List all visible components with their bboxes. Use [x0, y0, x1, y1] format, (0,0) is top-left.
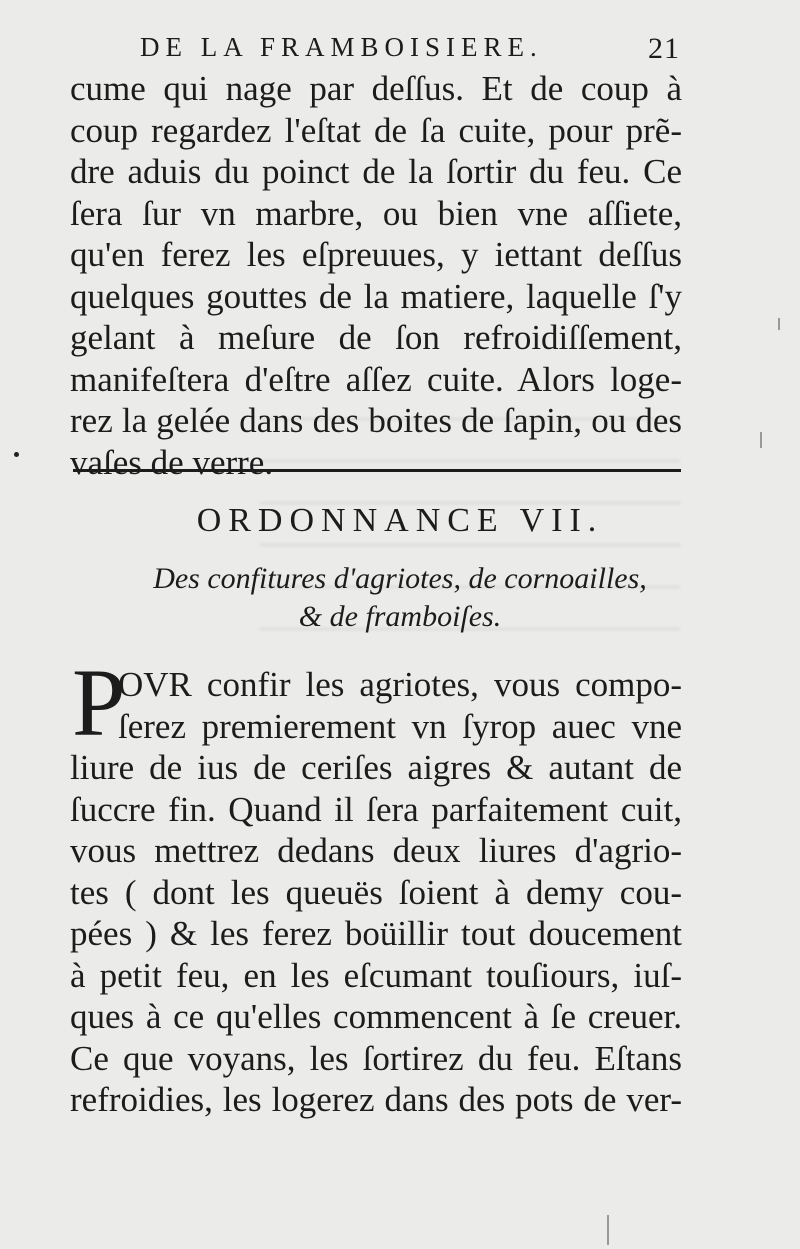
text-line: à petit feu, en les eſcumant touſiours, iuſ- — [70, 955, 682, 995]
text-line: refroidies, les logerez dans des pots de ver- — [70, 1080, 682, 1119]
text-line: ſera ſur vn marbre, ou bien vne aſſiete, — [70, 193, 682, 233]
text-line: pées ) & les ferez boüillir tout doucement — [70, 914, 682, 953]
text-line: coup regardez l'eſtat de ſa cuite, pour prẽ- — [70, 110, 682, 150]
section-subtitle-line-2: & de framboiſes. — [298, 600, 502, 633]
text-line: qu'en ferez les eſpreuues, y iettant deſſus — [70, 235, 682, 274]
text-line: rez la gelée dans des boites de ſapin, ou des — [70, 401, 682, 440]
edge-mark — [778, 318, 780, 330]
paragraph-1 — [70, 68, 682, 483]
running-head — [140, 26, 680, 66]
running-head-title: DE LA FRAMBOISIERE. — [140, 32, 543, 62]
text-line: quelques gouttes de la matiere, laquelle ſ'y — [70, 276, 682, 316]
section-subtitle-line-1: Des confitures d'agriotes, de cornoailles, — [153, 562, 647, 595]
paragraph-2 — [70, 649, 682, 1121]
text-line: manifeſtera d'eſtre aſſez cuite. Alors loge- — [70, 359, 682, 399]
text-line: ſuccre fin. Quand il ſera parfaitement cuit, — [70, 789, 682, 829]
text-line: vous mettrez dedans deux liures d'agrio- — [70, 831, 682, 870]
text-line: ſerez premierement vn ſyrop auec vne — [118, 706, 682, 746]
text-line: liure de ius de ceriſes aigres & autant de — [70, 748, 682, 787]
edge-mark — [760, 432, 762, 448]
text-line: Ce que voyans, les ſortirez du feu. Eſtans — [70, 1038, 682, 1078]
text-line: tes ( dont les queuës ſoient à demy cou- — [70, 872, 682, 912]
margin-dot — [14, 452, 19, 457]
text-line: cume qui nage par deſſus. Et de coup à — [70, 69, 682, 108]
text-line: dre aduis du poinct de la ſortir du feu. Ce — [70, 152, 682, 191]
edge-mark — [607, 1215, 609, 1245]
drop-cap: P — [72, 649, 126, 756]
page-number: 21 — [648, 32, 680, 65]
text-line: gelant à meſure de ſon refroidiſſement, — [70, 318, 682, 357]
text-line: OVR confir les agriotes, vous compo- — [118, 665, 682, 704]
section-rule — [73, 469, 681, 472]
text-line: vaſes de verre. — [70, 442, 274, 482]
section-heading: ORDONNANCE VII. — [196, 502, 604, 539]
text-line: ques à ce qu'elles commencent à ſe creuer. — [70, 997, 682, 1036]
